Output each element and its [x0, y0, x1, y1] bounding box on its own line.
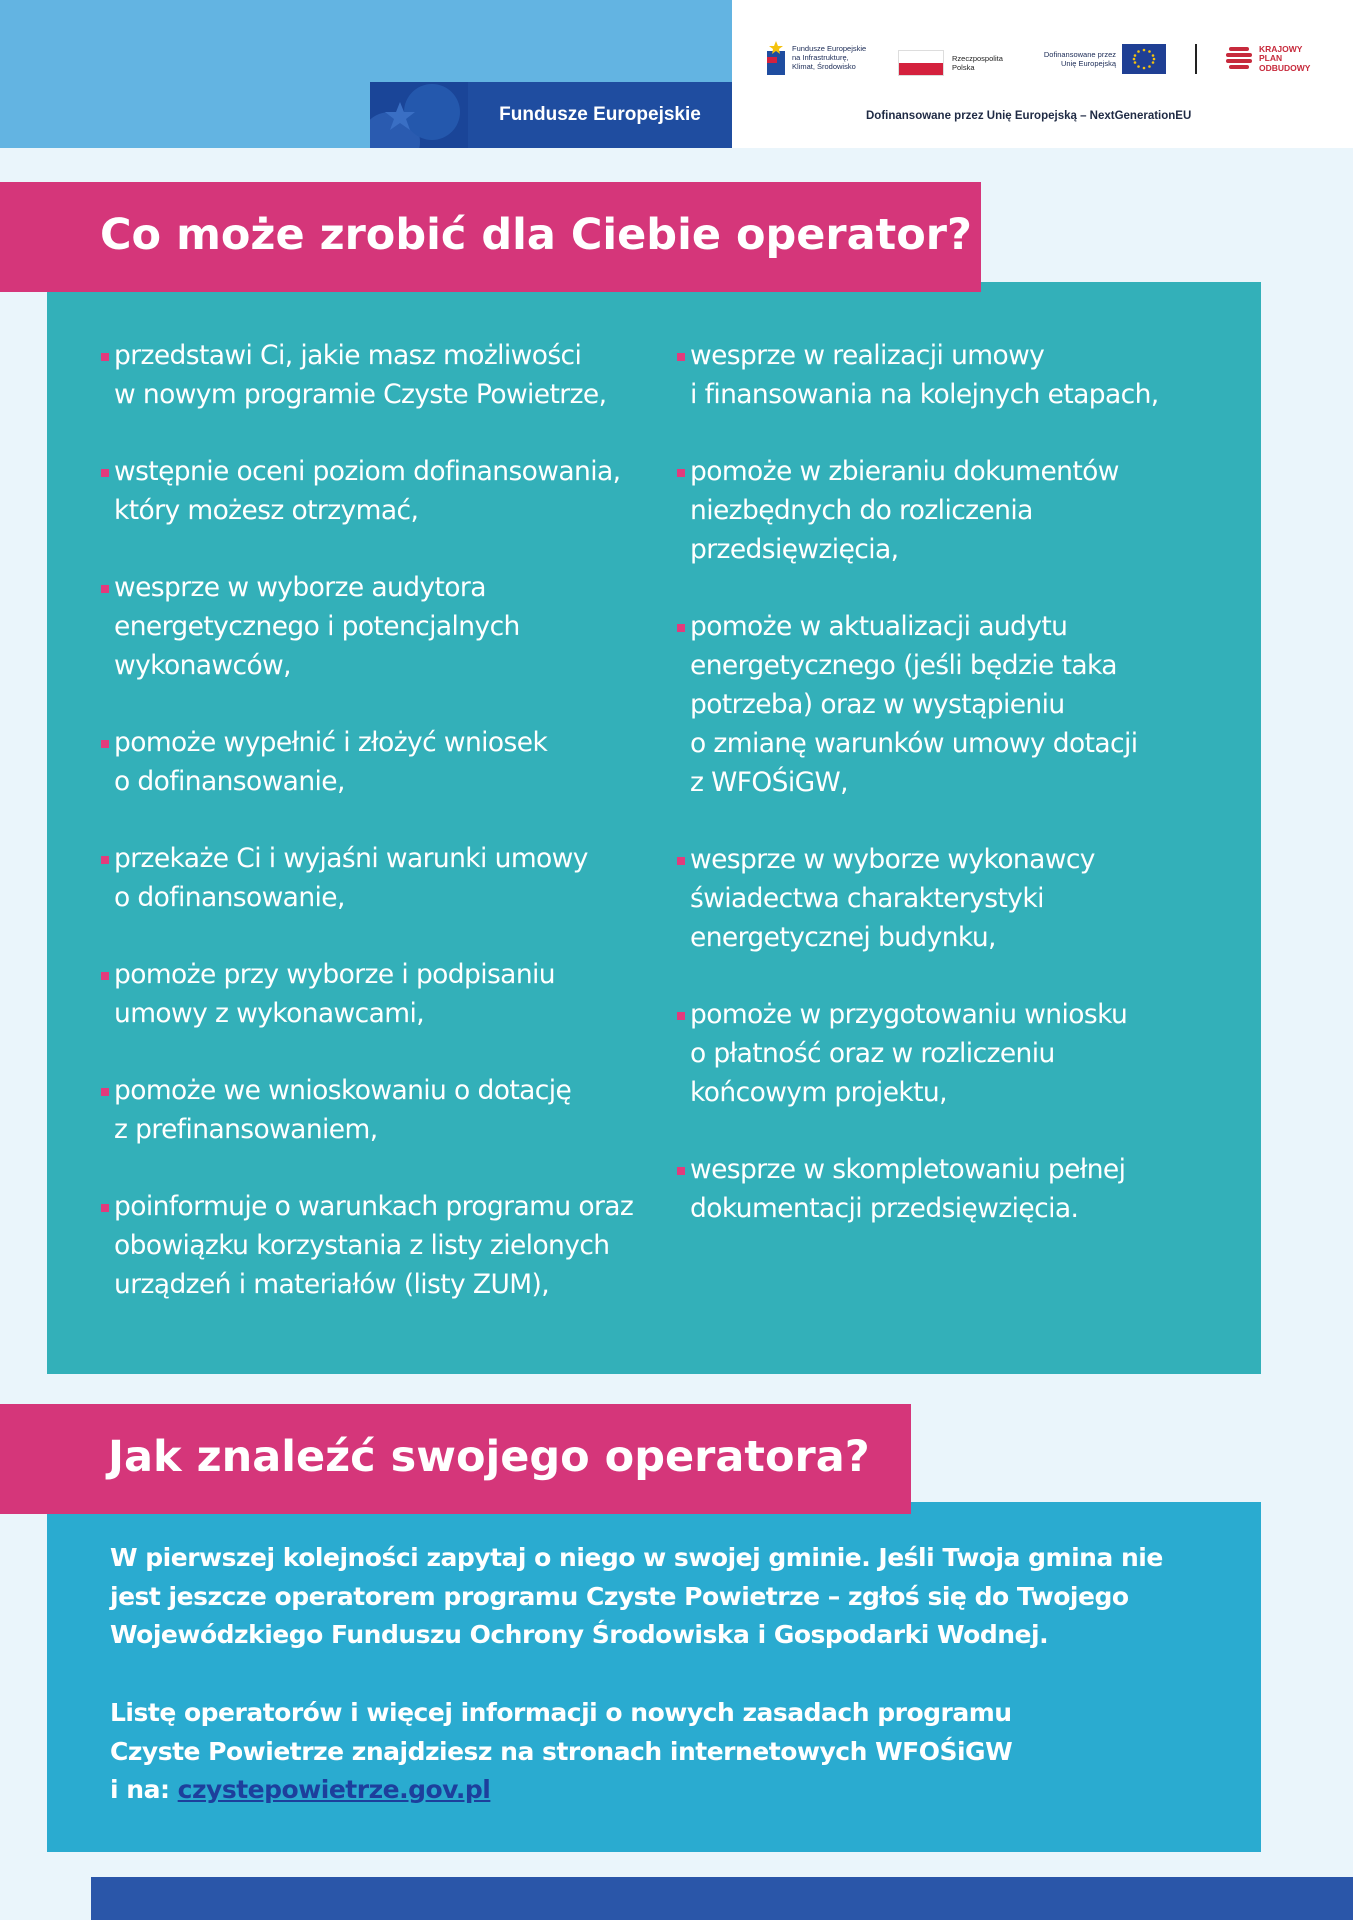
list-item — [97, 955, 657, 1033]
list-item — [673, 840, 1233, 957]
operator-tasks-left-column — [97, 336, 657, 1342]
list-item — [673, 995, 1233, 1112]
logo-rp-text: Rzeczpospolita Polska — [952, 54, 1003, 72]
list-item-text: pomoże w aktualizacji audytu energetycznego (jeśli będzie taka potrzeba) oraz w wystąpieniu o zmianę warunków umowy dotacji z WFOŚiGW, — [690, 611, 1138, 798]
bullet-icon — [101, 972, 109, 980]
find-operator-paragraph-2 — [110, 1694, 1230, 1810]
logo-kpo — [1225, 44, 1310, 74]
list-item-text: przekaże Ci i wyjaśni warunki umowy o dofinansowanie, — [114, 843, 588, 913]
bullet-icon — [677, 353, 685, 361]
bullet-icon — [101, 353, 109, 361]
list-item-text: wesprze w wyborze wykonawcy świadectwa charakterystyki energetycznej budynku, — [690, 844, 1095, 953]
bullet-icon — [101, 856, 109, 864]
list-item-text: przedstawi Ci, jakie masz możliwości w nowym programie Czyste Powietrze, — [114, 340, 607, 410]
list-item-text: pomoże w przygotowaniu wniosku o płatność oraz w rozliczeniu końcowym projektu, — [690, 999, 1128, 1108]
operator-tasks-right-column — [673, 336, 1233, 1266]
bullet-icon — [677, 857, 685, 865]
bullet-icon — [677, 1012, 685, 1020]
fe-stars-icon — [370, 82, 468, 148]
bullet-icon — [101, 740, 109, 748]
bullet-icon — [101, 1088, 109, 1096]
list-item — [97, 336, 657, 414]
paragraph-2-text: Listę operatorów i więcej informacji o nowych zasadach programu Czyste Powietrze znajdziesz na stronach internetowych WFOŚiGW i na: — [110, 1698, 1013, 1804]
list-item — [97, 1187, 657, 1304]
list-item — [97, 723, 657, 801]
list-item — [673, 336, 1233, 414]
polish-flag-icon — [898, 50, 944, 76]
eu-flag-icon — [1122, 44, 1166, 74]
bullet-icon — [101, 1204, 109, 1212]
list-item — [97, 1071, 657, 1149]
list-item-text: wesprze w wyborze audytora energetycznego i potencjalnych wykonawców, — [114, 572, 520, 681]
bullet-icon — [677, 624, 685, 632]
list-item — [97, 452, 657, 530]
czystepowietrze-link[interactable]: czystepowietrze.gov.pl — [177, 1775, 491, 1804]
bullet-icon — [101, 469, 109, 477]
section-title-find-operator: Jak znaleźć swojego operatora? — [0, 1404, 911, 1514]
list-item-text: wstępnie oceni poziom dofinansowania, który możesz otrzymać, — [114, 456, 621, 526]
fundusze-label: Fundusze Europejskie — [499, 104, 701, 125]
list-item — [673, 1150, 1233, 1228]
logo-rzeczpospolita — [898, 50, 1012, 76]
footer-bar — [91, 1877, 1353, 1920]
logo-separator — [1195, 44, 1197, 74]
list-item-text: poinformuje o warunkach programu oraz obowiązku korzystania z listy zielonych urządzeń i materiałów (listy ZUM), — [114, 1191, 634, 1300]
list-item-text: wesprze w realizacji umowy i finansowania na kolejnych etapach, — [690, 340, 1159, 410]
section-title-operator: Co może zrobić dla Ciebie operator? — [0, 182, 981, 292]
list-item-text: pomoże wypełnić i złożyć wniosek o dofinansowanie, — [114, 727, 548, 797]
cofinance-caption: Dofinansowane przez Unię Europejską – NextGenerationEU — [866, 110, 1192, 122]
fundusze-europejskie-badge — [370, 82, 732, 148]
list-item — [673, 607, 1233, 802]
kpo-icon — [1225, 44, 1253, 74]
bullet-icon — [677, 1167, 685, 1175]
logo-fe-text: Fundusze Europejskie na Infrastrukturę, Klimat, Środowisko — [792, 43, 867, 71]
logo-kpo-text: KRAJOWY PLAN ODBUDOWY — [1259, 43, 1311, 73]
logo-eu — [1028, 44, 1166, 74]
logo-eu-text: Dofinansowane przez Unię Europejską — [1043, 50, 1116, 68]
bullet-icon — [101, 585, 109, 593]
find-operator-paragraph-1: W pierwszej kolejności zapytaj o niego w swojej gminie. Jeśli Twoja gmina nie jest jeszcze operatorem programu Czyste Powietrze – zgłoś się do Twojego Wojewódzkiego Funduszu Ochrony Środowiska i Gospodarki Wodnej. — [110, 1543, 1163, 1649]
list-item-text: pomoże w zbieraniu dokumentów niezbędnych do rozliczenia przedsięwzięcia, — [690, 456, 1119, 565]
list-item — [97, 568, 657, 685]
list-item-text: pomoże przy wyborze i podpisaniu umowy z wykonawcami, — [114, 959, 555, 1029]
list-item-text: pomoże we wnioskowaniu o dotację z prefinansowaniem, — [114, 1075, 572, 1145]
bullet-icon — [677, 469, 685, 477]
list-item — [97, 839, 657, 917]
fe-flag-icon — [765, 37, 787, 77]
list-item — [673, 452, 1233, 569]
list-item-text: wesprze w skompletowaniu pełnej dokumentacji przedsięwzięcia. — [690, 1154, 1126, 1224]
logo-fundusze-infrastruktura — [765, 37, 882, 77]
